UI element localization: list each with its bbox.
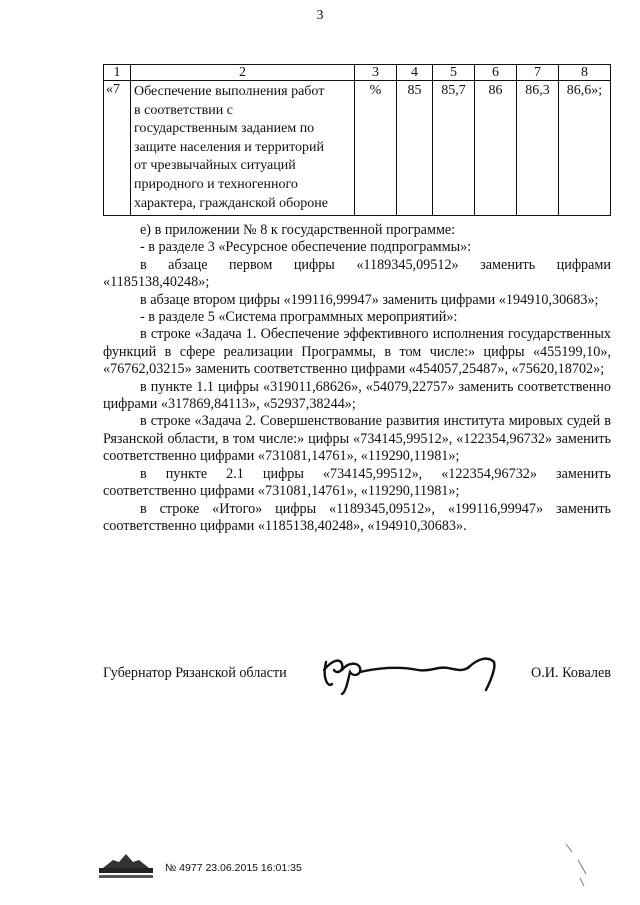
col-header-4: 4 (397, 65, 433, 81)
paragraph: в абзаце втором цифры «199116,99947» заменить цифрами «194910,30683»; (140, 291, 599, 308)
signatory-name: О.И. Ковалев (531, 665, 611, 681)
table-row (104, 81, 611, 216)
row-value-6: 86 (475, 81, 517, 216)
col-header-1: 1 (104, 65, 131, 81)
document-registration-number: № 4977 23.06.2015 16:01:35 (165, 862, 302, 874)
row-description (131, 81, 355, 216)
paragraph: в абзаце первом цифры «1189345,09512» заменить цифрами «1185138,40248»; (103, 256, 611, 291)
paragraph: в строке «Задача 1. Обеспечение эффективного исполнения государственных функций в сфере реализации Программы, в том числе:» цифры «455199,10», «76762,03215» заменить соответственно цифрами «454057,25487», «75620,18702»; (103, 326, 611, 378)
col-header-6: 6 (475, 65, 517, 81)
document-footer (95, 850, 355, 880)
paragraph: в строке «Итого» цифры «1189345,09512», «199116,99947» заменить соответственно цифрами «1185138,40248», «194910,30683». (103, 500, 611, 534)
corner-marks (560, 840, 600, 890)
description-line: Обеспечение выполнения работ (134, 84, 325, 99)
signatory-title: Губернатор Рязанской области (103, 665, 287, 681)
paragraph: в пункте 1.1 цифры «319011,68626», «54079,22757» заменить соответственно цифрами «317869,84113», «52937,38244»; (103, 378, 611, 413)
handwritten-signature (318, 648, 508, 696)
description-line: природного и техногенного (134, 176, 298, 192)
document-body (103, 222, 611, 535)
row-value-7: 86,3 (517, 81, 559, 216)
paragraph: - в разделе 3 «Ресурсное обеспечение подпрограммы»: (140, 239, 472, 256)
registry-stamp-icon (95, 850, 157, 880)
col-header-5: 5 (433, 65, 475, 81)
description-line: защите населения и территорий (134, 139, 325, 155)
paragraph: в строке «Задача 2. Совершенствование развития института мировых судей в Рязанской области, в том числе:» цифры «734145,99512», «122354,96732» заменить соответственно цифрами «731081,14761», «119290,11981»; (103, 413, 611, 465)
row-value-5: 85,7 (433, 81, 475, 216)
description-line: от чрезвычайных ситуаций (134, 158, 296, 174)
description-line: в соответствии с (134, 102, 233, 118)
col-header-7: 7 (517, 65, 559, 81)
row-value-4: 85 (397, 81, 433, 216)
row-value-8: 86,6»; (559, 81, 611, 216)
row-unit: % (355, 81, 397, 216)
table-header-row (104, 65, 611, 81)
col-header-8: 8 (559, 65, 611, 81)
paragraph: - в разделе 5 «Система программных мероприятий»: (140, 309, 458, 326)
paragraph: в пункте 2.1 цифры «734145,99512», «122354,96732» заменить соответственно цифрами «731081,14761», «119290,11981»; (103, 465, 611, 500)
col-header-3: 3 (355, 65, 397, 81)
paragraph: е) в приложении № 8 к государственной программе: (140, 222, 456, 238)
indicators-table (103, 64, 611, 216)
row-number: «7 (104, 81, 131, 216)
description-line: характера, гражданской обороне (134, 195, 328, 211)
col-header-2: 2 (131, 65, 355, 81)
description-line: государственным заданием по (134, 121, 315, 137)
page-number: 3 (316, 8, 324, 23)
